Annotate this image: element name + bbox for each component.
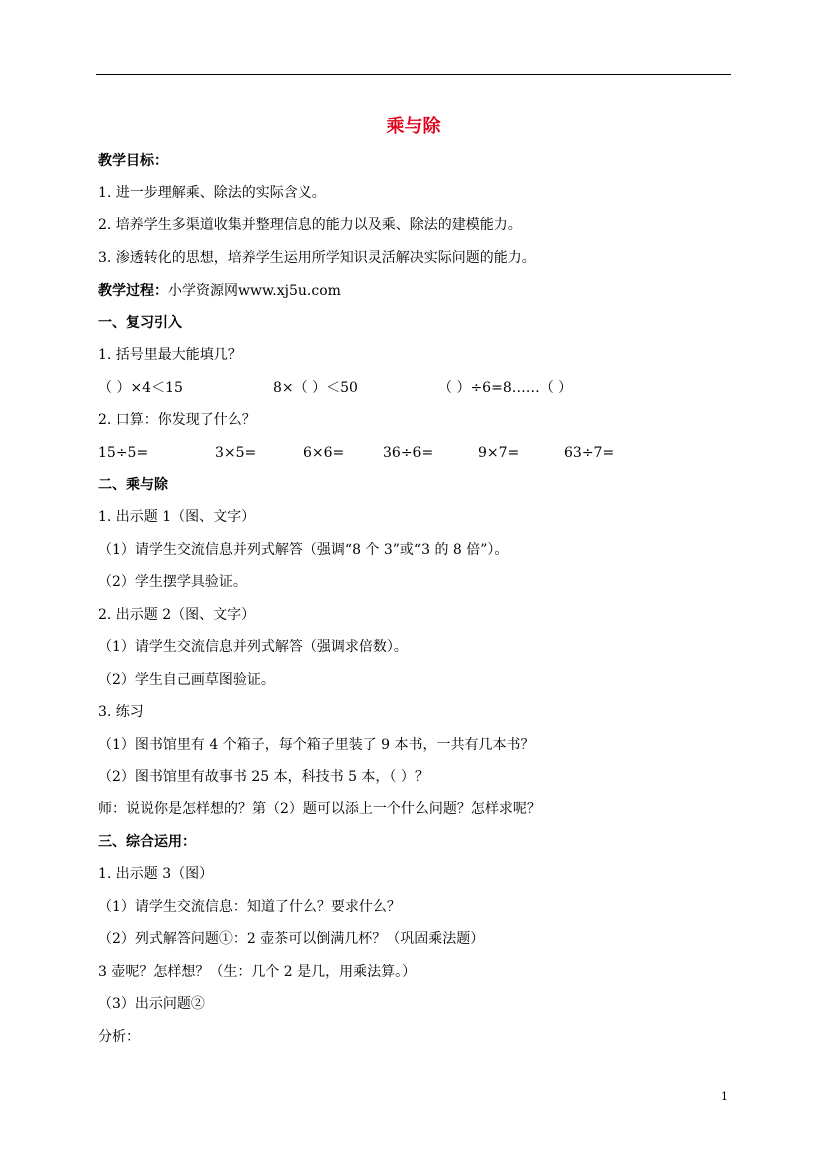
mental-math-item: 15÷5= bbox=[98, 445, 149, 461]
document-title: 乘与除 bbox=[386, 116, 441, 137]
section2-line: （2）图书馆里有故事书 25 本，科技书 5 本，（ ）？ bbox=[98, 769, 429, 785]
section2-line: 1. 出示题 1（图、文字） bbox=[98, 509, 256, 525]
goal-item: 3. 渗透转化的思想，培养学生运用所学知识灵活解决实际问题的能力。 bbox=[98, 250, 536, 266]
goal-item: 2. 培养学生多渠道收集并整理信息的能力以及乘、除法的建模能力。 bbox=[98, 217, 522, 233]
section2-line: 3. 练习 bbox=[98, 704, 144, 720]
section3-line: （2）列式解答问题①：2 壶茶可以倒满几杯？（巩固乘法题） bbox=[98, 931, 485, 947]
mental-math-item: 6×6= bbox=[303, 445, 345, 461]
goals-heading: 教学目标： bbox=[98, 153, 168, 169]
section2-line: （2）学生摆学具验证。 bbox=[98, 574, 247, 590]
page-number: 1 bbox=[721, 1090, 728, 1103]
mental-math-item: 9×7= bbox=[478, 445, 520, 461]
fill-blank-row bbox=[98, 379, 728, 397]
section2-line: （2）学生自己画草图验证。 bbox=[98, 672, 275, 688]
section3-heading: 三、综合运用： bbox=[98, 834, 196, 850]
section1-q1: 1. 括号里最大能填几？ bbox=[98, 347, 242, 363]
section2-line: 2. 出示题 2（图、文字） bbox=[98, 607, 256, 623]
section2-line: （1）请学生交流信息并列式解答（强调求倍数）。 bbox=[98, 639, 408, 655]
mental-math-item: 36÷6= bbox=[383, 445, 434, 461]
fill-blank-item: 8×（ ）＜50 bbox=[273, 380, 358, 396]
section3-line: 分析： bbox=[98, 1029, 140, 1045]
mental-math-row bbox=[98, 444, 728, 462]
fill-blank-item: （ ）÷6=8……（ ） bbox=[438, 380, 573, 396]
fill-blank-item: （ ）×4＜15 bbox=[98, 380, 183, 396]
section2-line: （1）请学生交流信息并列式解答（强调“8 个 3”或“3 的 8 倍”）。 bbox=[98, 542, 509, 558]
header-rule bbox=[96, 74, 731, 75]
process-note: 小学资源网www.xj5u.com bbox=[168, 283, 341, 299]
mental-math-item: 63÷7= bbox=[564, 445, 615, 461]
section3-line: （1）请学生交流信息：知道了什么？要求什么？ bbox=[98, 899, 401, 915]
process-heading: 教学过程： bbox=[98, 283, 168, 299]
section3-line: 1. 出示题 3（图） bbox=[98, 866, 214, 882]
section2-line: 师：说说你是怎样想的？第（2）题可以添上一个什么问题？怎样求呢？ bbox=[98, 801, 541, 817]
mental-math-item: 3×5= bbox=[215, 445, 257, 461]
goal-item: 1. 进一步理解乘、除法的实际含义。 bbox=[98, 185, 326, 201]
section2-line: （1）图书馆里有 4 个箱子，每个箱子里装了 9 本书，一共有几本书？ bbox=[98, 737, 535, 753]
section1-q2: 2. 口算：你发现了什么？ bbox=[98, 412, 256, 428]
section3-line: 3 壶呢？怎样想？（生：几个 2 是几，用乘法算。） bbox=[98, 964, 417, 980]
section3-line: （3）出示问题② bbox=[98, 996, 205, 1012]
section2-heading: 二、乘与除 bbox=[98, 477, 168, 493]
section1-heading: 一、复习引入 bbox=[98, 315, 182, 331]
process-line bbox=[98, 282, 341, 300]
